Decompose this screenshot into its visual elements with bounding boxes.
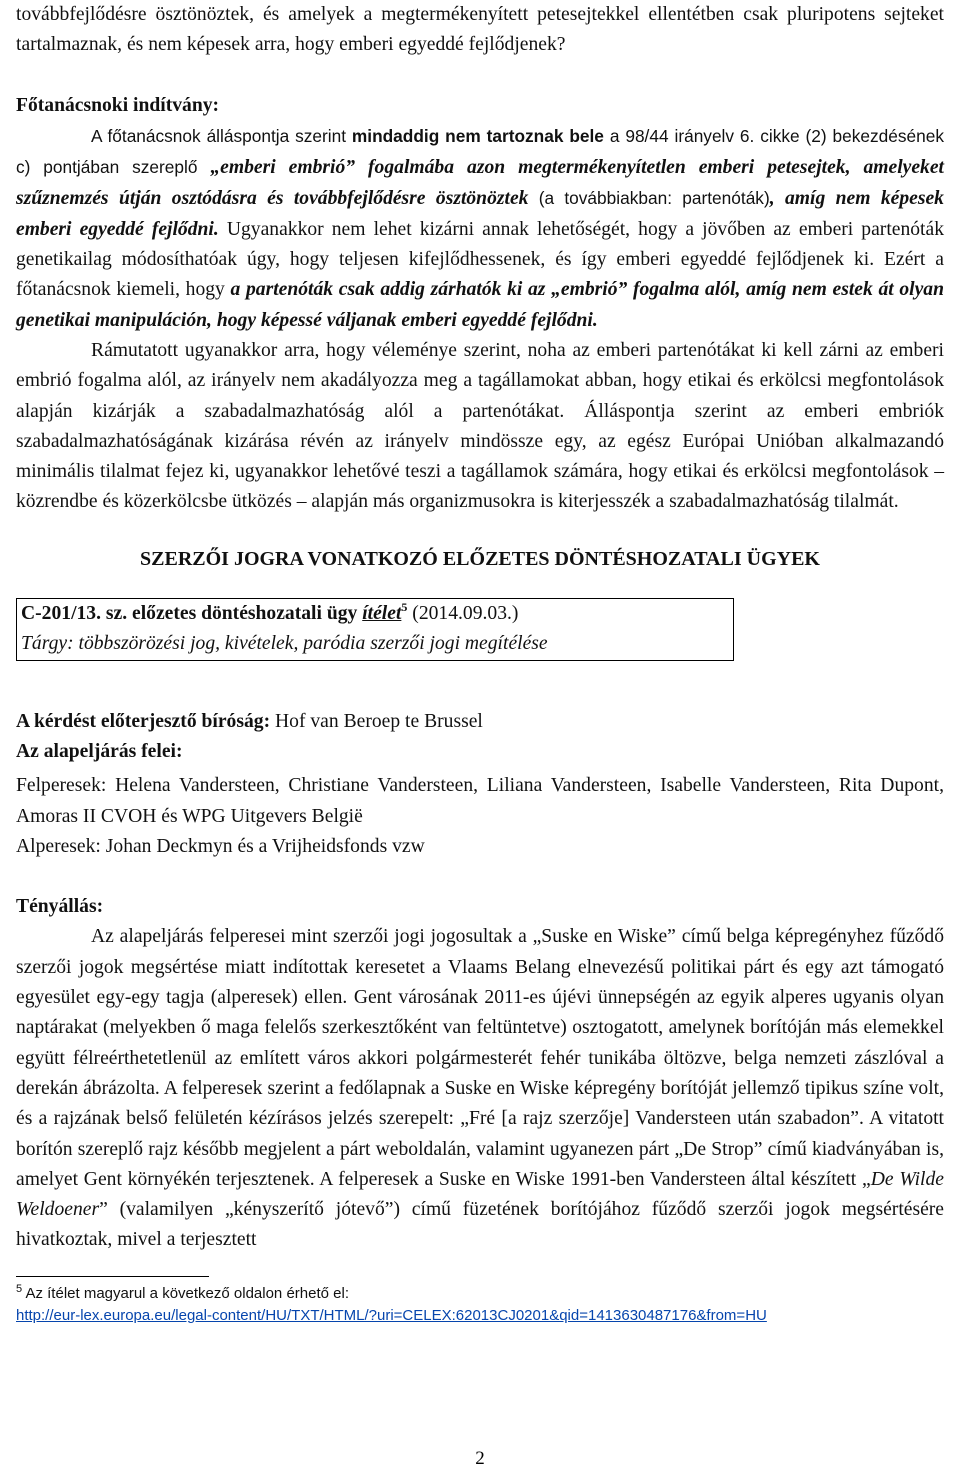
opinion-paragraph-2: Rámutatott ugyanakkor arra, hogy véleménye szerint, noha az emberi partenótákat ki kell zárni az emberi embrió fogalma alól, az irányelv nem akadályozza meg a tagállamokat abban, hogy etikai és erkölcsi megfontolások alapján kizárják a szabadalmazhatóság alól a partenótákat. Álláspontja szerint az emberi embriók szabadalmazhatóságának kizárása révén az irányelv mindössze egy, az egész Európai Unióban alkalmazandó minimális tilalmat fejez ki, ugyanakkor lehetővé teszi a tagállamok számára, hogy etikai és erkölcsi megfontolások – közrendbe és közerkölcsbe ütközés – alapján más organizmusokra is kiterjesszék a szabadalmazhatóság tilalmát. bbox=[16, 339, 944, 513]
footnote-link[interactable]: http://eur-lex.europa.eu/legal-content/HU/TXT/HTML/?uri=CELEX:62013CJ0201&qid=1413630487176&from=HU bbox=[16, 1306, 767, 1324]
opinion-paragraph-1 bbox=[16, 121, 944, 336]
page-number: 2 bbox=[475, 1448, 485, 1469]
plaintiffs: Felperesek: Helena Vandersteen, Christiane Vandersteen, Liliana Vandersteen, Isabelle Vandersteen, Rita Dupont, Amoras II CVOH és WPG Uitgevers België bbox=[16, 775, 944, 827]
case-number: C-201/13. sz. előzetes döntéshozatali ügy bbox=[21, 603, 363, 625]
document-page bbox=[16, 0, 944, 1327]
opinion-bold-italic-3: a partenóták csak addig zárhatók ki az „embrió” fogalma alól, amíg nem estek át olyan genetikai manipuláción, hogy képessé váljanak emberi egyeddé fejlődni. bbox=[16, 279, 944, 331]
footnote-reference[interactable]: 5 bbox=[401, 600, 408, 615]
facts-text-2: ” (valamilyen „kényszerítő jótevő”) című füzetének borítójához fűződő szerzői jogok megsértésére hivatkoztak, mivel a terjesztett bbox=[16, 1199, 944, 1251]
case-box bbox=[16, 598, 734, 661]
opinion-text-3: (a továbbiakban: partenóták) bbox=[528, 188, 770, 209]
referring-court bbox=[16, 707, 944, 737]
facts-text-1: Az alapeljárás felperesei mint szerzői jogi jogosultak a „Suske en Wiske” című belga képregényhez fűződő szerzői jogok megsértése miatt indítottak keresetet a Vlaams Belang elnevezésű politikai párt és egy azt támogató egyesület egy-egy tagja (alperesek) ellen. Gent városának 2011-es újévi ünnepségén az egyik alperes ugyanis olyan naptárakat (melyekben ő maga felelős szerkesztőként van feltüntetve) osztogatott, amelynek borítóján más elemekkel együtt félreérthetetlenül az említett város akkori polgármesterét fehér tunikába öltözve, belga nemzeti zászlóval a derekán ábrázolta. A felperesek szerint a fedőlapnak a Suske en Wiske képregény borítóját jellemző tipikus színe volt, és a rajzának belső felületén kézírásos jelzés szerepelt: „Fré [a rajz szerzője] Vandersteen után szabadon”. A vitatott borítón szereplő rajz később megjelent a párt weboldalán, valamint ugyanezen párt „De Strop” című kiadványában is, amelyet Gent környékén terjesztenek. A felperesek a Suske en Wiske 1991-ben Vandersteen által készített „ bbox=[16, 926, 944, 1190]
opinion-heading: Főtanácsnoki indítvány: bbox=[16, 94, 220, 116]
facts-title-italic: De Wilde Weldoener bbox=[16, 1168, 944, 1221]
defendants: Alperesek: Johan Deckmyn és a Vrijheidsfonds vzw bbox=[16, 835, 425, 857]
case-subject: Tárgy: többszörözési jog, kivételek, paródia szerzői jogi megítélése bbox=[21, 633, 548, 655]
footnote-text: Az ítélet magyarul a következő oldalon érhető el: bbox=[22, 1284, 349, 1302]
referring-court-label: A kérdést előterjesztő bíróság: bbox=[16, 710, 271, 732]
case-title bbox=[21, 599, 729, 629]
footnote-divider bbox=[16, 1276, 209, 1277]
opinion-text-1: A főtanácsnok álláspontja szerint bbox=[91, 125, 352, 146]
footnote-mark: 5 bbox=[16, 1282, 23, 1295]
case-date: (2014.09.03.) bbox=[407, 603, 519, 625]
footnote bbox=[16, 1283, 944, 1327]
judgment-label: ítélet bbox=[362, 603, 402, 625]
opinion-bold-italic-1: „emberi embrió” fogalmába azon megtermékenyítetlen emberi petesejtek, amelyeket szűznemzés útján osztódásra és továbbfejlődésre ösztönöztek bbox=[16, 157, 944, 210]
footnote-text-line bbox=[16, 1283, 944, 1305]
opinion-text-4: Ugyanakkor nem lehet kizárni annak lehetőségét, hogy a jövőben az emberi partenóták genetikailag módosíthatóak úgy, hogy teljesen kifejlődhessenek, és így emberi egyeddé fejlődjenek ki. Ezért a főtanácsnok kiemeli, hogy bbox=[16, 218, 944, 301]
facts-heading: Tényállás: bbox=[16, 896, 104, 918]
section-title: SZERZŐI JOGRA VONATKOZÓ ELŐZETES DÖNTÉSHOZATALI ÜGYEK bbox=[140, 547, 820, 570]
opinion-bold-1: mindaddig nem tartoznak bele bbox=[351, 125, 604, 146]
opinion-bold-italic-2: , amíg nem képesek emberi egyeddé fejlődni. bbox=[16, 188, 944, 240]
facts-paragraph bbox=[16, 922, 944, 1255]
opinion-text-2: a 98/44 irányelv 6. cikke (2) bekezdésének c) pontjában szereplő bbox=[16, 125, 945, 178]
referring-court-value: Hof van Beroep te Brussel bbox=[270, 710, 483, 732]
parties-heading: Az alapeljárás felei: bbox=[16, 740, 183, 762]
carryover-paragraph: továbbfejlődésre ösztönöztek, és amelyek a megtermékenyített petesejtekkel ellentétben csak pluripotens sejteket tartalmaznak, és nem képesek arra, hogy emberi egyeddé fejlődjenek? bbox=[16, 4, 944, 56]
